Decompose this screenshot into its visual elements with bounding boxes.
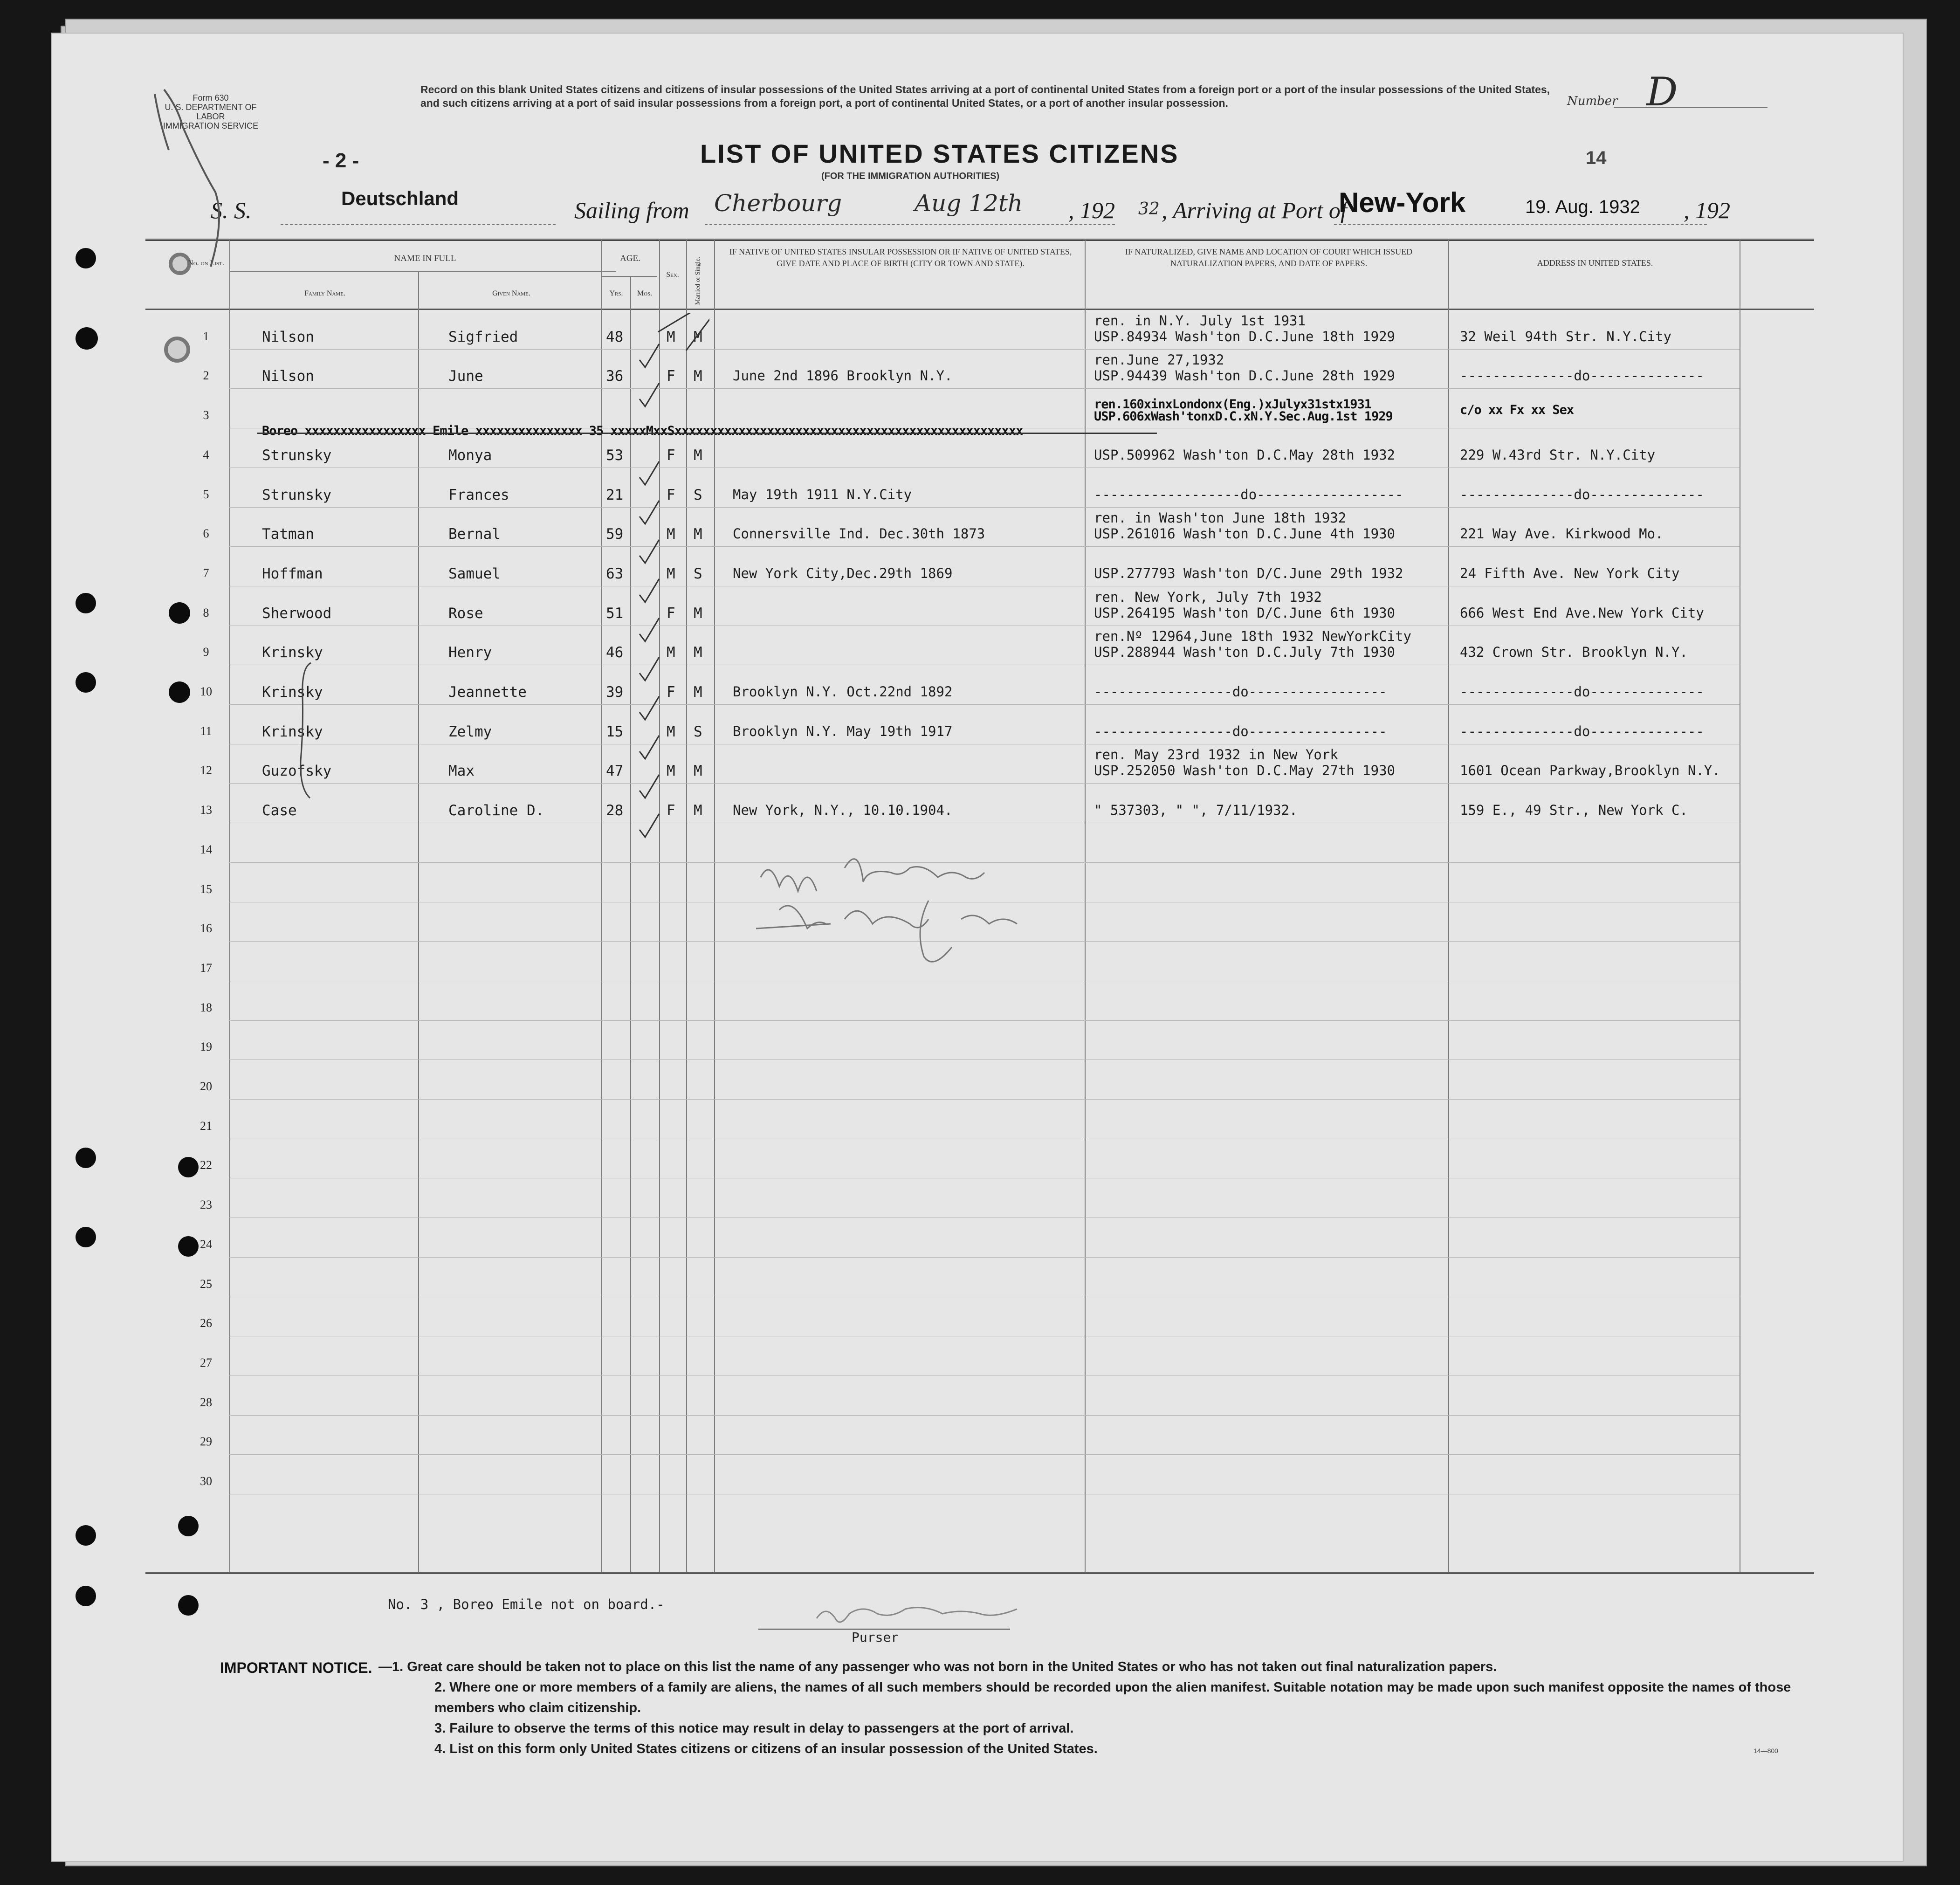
ss-label: S. S. (211, 197, 252, 223)
notice-item-2: 2. Where one or more members of a family are aliens, the names of all such members should be recorded upon the alien manifest. Suitable notation may be made upon such manifest opposite the names of those members who claim citizenship. (434, 1680, 1791, 1715)
age-years: 53 (606, 447, 624, 464)
family-bracket (297, 660, 316, 800)
naturalization-renewal-note: ren. New York, July 7th 1932 (1094, 589, 1322, 605)
row-rule (229, 349, 1740, 350)
row-rule (229, 1415, 1740, 1416)
marital-status: M (694, 684, 702, 701)
row-number: 15 (200, 882, 212, 896)
age-years: 28 (606, 802, 624, 819)
row-rule (229, 783, 1740, 784)
form-number: Form 630 (193, 93, 229, 103)
punch-hole-icon (76, 248, 96, 268)
notice-item-4: 4. List on this form only United States citizens or citizens of an insular possession of the United States. (434, 1741, 1098, 1756)
row-number: 26 (200, 1316, 212, 1330)
given-name: Jeannette (448, 684, 527, 701)
row-number: 19 (200, 1040, 212, 1054)
punch-hole-icon (76, 1586, 96, 1606)
naturalization-papers: USP.261016 Wash'ton D.C.June 4th 1930 (1094, 526, 1396, 542)
header-mos: Mos. (637, 289, 653, 297)
us-address: 159 E., 49 Str., New York C. (1460, 802, 1688, 819)
age-years: 39 (606, 684, 624, 701)
header-yrs: Yrs. (609, 289, 623, 297)
naturalization-papers: USP.288944 Wash'ton D.C.July 7th 1930 (1094, 644, 1396, 660)
check-marks (630, 313, 709, 910)
row-rule (229, 1059, 1740, 1060)
us-address: --------------do-------------- (1460, 723, 1704, 739)
col-divider (1448, 239, 1449, 1572)
given-name: Frances (448, 486, 509, 503)
naturalization-papers: USP.84934 Wash'ton D.C.June 18th 1929 (1094, 328, 1396, 344)
print-code: 14—800 (1754, 1747, 1778, 1754)
check-mark-icon (640, 540, 659, 563)
year-suffix: 32 (1138, 200, 1160, 219)
arrival-port: New-York (1339, 187, 1466, 218)
check-mark-icon (686, 313, 709, 351)
number-value: D (1646, 69, 1678, 115)
row-number: 11 (200, 724, 212, 738)
us-address: 229 W.43rd Str. N.Y.City (1460, 447, 1656, 463)
naturalization-papers: ------------------do------------------ (1094, 486, 1403, 502)
sailing-from: Cherbourg (714, 190, 842, 217)
age-years: 47 (606, 763, 624, 780)
row-number: 12 (200, 764, 212, 777)
naturalization-papers: USP.509962 Wash'ton D.C.May 28th 1932 (1094, 447, 1396, 463)
check-mark-icon (640, 383, 659, 406)
check-mark-icon (658, 313, 705, 332)
sex: F (667, 447, 675, 464)
form-instructions: Record on this blank United States citizens and citizens of insular possessions of the United States arriving at a port of continental United States from a foreign port or a port of the insular possessions of the United States, and such citizens arriving at a port of said insular possessions from a foreign port, a port of continental United States, or a port of another insular possession. (420, 83, 1550, 109)
row-number: 29 (200, 1435, 212, 1449)
row-number: 27 (200, 1355, 212, 1369)
row-rule (229, 546, 1740, 547)
sex: F (667, 486, 675, 503)
family-name: Sherwood (262, 605, 332, 622)
row-number: 21 (200, 1119, 212, 1133)
department-name: U. S. DEPARTMENT OF LABOR (165, 103, 257, 121)
marital-status: M (694, 763, 702, 780)
age-header-rule (601, 276, 657, 277)
header-sex: Sex. (666, 271, 679, 279)
given-name: Bernal (448, 526, 501, 543)
marital-status: M (694, 605, 702, 622)
row-number: 30 (200, 1474, 212, 1488)
sex: M (667, 763, 675, 780)
family-name: Nilson (262, 328, 314, 345)
given-name: Max (448, 763, 475, 780)
birth-place-date: Connersville Ind. Dec.30th 1873 (733, 526, 985, 542)
us-address: 432 Crown Str. Brooklyn N.Y. (1460, 644, 1688, 660)
given-name: Caroline D. (448, 802, 544, 819)
ring-hole-icon (164, 337, 190, 363)
bottom-note: No. 3 , Boreo Emile not on board.- (388, 1596, 665, 1612)
us-address: 221 Way Ave. Kirkwood Mo. (1460, 526, 1664, 542)
us-address: 1601 Ocean Parkway,Brooklyn N.Y. (1460, 763, 1720, 779)
family-name: Strunsky (262, 486, 332, 503)
naturalization-papers: USP.264195 Wash'ton D/C.June 6th 1930 (1094, 605, 1396, 621)
port-underline (1334, 224, 1707, 225)
purser-signature-icon (807, 1600, 1050, 1632)
us-address: --------------do-------------- (1460, 684, 1704, 700)
punch-hole-icon (169, 681, 190, 703)
col-divider (714, 239, 715, 1572)
arrival-date-stamp: 19. Aug. 1932 (1525, 197, 1640, 217)
row-number: 16 (200, 922, 212, 936)
punch-hole-icon (76, 327, 98, 350)
check-mark-icon (640, 461, 659, 485)
given-name: Monya (448, 447, 492, 464)
given-name: June (448, 368, 483, 385)
sex: M (667, 565, 675, 582)
row-number: 18 (200, 1000, 212, 1014)
marital-status: M (694, 802, 702, 819)
document-subtitle: (FOR THE IMMIGRATION AUTHORITIES) (821, 171, 1000, 181)
arriving-label: , Arriving at Port of (1162, 197, 1347, 223)
marital-status: S (694, 565, 702, 582)
signature-scribble-icon (751, 849, 1124, 1026)
sheet-number: 14 (1586, 148, 1607, 168)
check-mark-icon (640, 618, 659, 641)
punch-hole-icon (178, 1516, 199, 1536)
naturalization-papers: " 537303, " ", 7/11/1932. (1094, 802, 1298, 819)
ship-name: Deutschland (341, 187, 459, 209)
header-address: ADDRESS IN UNITED STATES. (1537, 258, 1653, 268)
marital-status: M (694, 447, 702, 464)
check-mark-icon (640, 579, 659, 602)
naturalization-renewal-note: ren. May 23rd 1932 in New York (1094, 747, 1338, 763)
age-years: 36 (606, 368, 624, 385)
sex: M (667, 328, 675, 345)
sailing-label: Sailing from (574, 197, 689, 223)
row-number: 24 (200, 1237, 212, 1251)
punch-hole-icon (76, 672, 96, 693)
sailing-underline (705, 224, 1115, 225)
family-name: Strunsky (262, 447, 332, 464)
notice-heading: IMPORTANT NOTICE. (220, 1659, 372, 1676)
marital-status: M (694, 526, 702, 543)
col-divider (418, 271, 419, 1572)
marital-status: S (694, 723, 702, 740)
margin-scribble-icon (145, 85, 267, 295)
birth-place-date: New York City,Dec.29th 1869 (733, 565, 953, 581)
age-years: 15 (606, 723, 624, 740)
notice-item-1: —1. Great care should be taken not to place on this list the name of any passenger who was not born in the United States or who has not taken out final naturalization papers. (378, 1659, 1497, 1674)
age-years: 63 (606, 565, 624, 582)
struck-address: c/o xx Fx xx Sex (1460, 403, 1574, 418)
row-number: 7 (203, 566, 209, 580)
row-number: 10 (200, 685, 212, 698)
sex: M (667, 526, 675, 543)
year-prefix: , 192 (1068, 197, 1115, 223)
age-years: 46 (606, 644, 624, 661)
naturalization-renewal-note: ren.Nº 12964,June 18th 1932 NewYorkCity (1094, 628, 1411, 645)
age-years: 59 (606, 526, 624, 543)
punch-hole-icon (76, 1148, 96, 1168)
row-number: 6 (203, 527, 209, 541)
header-name-in-full: NAME IN FULL (394, 254, 456, 263)
family-name: Krinsky (262, 644, 323, 661)
row-number: 1 (203, 329, 209, 343)
table-top-rule (145, 239, 1814, 241)
sex: F (667, 368, 675, 385)
family-name: Guzofsky (262, 763, 332, 780)
given-name: Samuel (448, 565, 501, 582)
birth-place-date: Brooklyn N.Y. Oct.22nd 1892 (733, 684, 953, 700)
header-no: No. on List. (188, 259, 224, 267)
naturalization-papers: USP.277793 Wash'ton D/C.June 29th 1932 (1094, 565, 1403, 581)
birth-place-date: June 2nd 1896 Brooklyn N.Y. (733, 368, 953, 384)
row-number: 25 (200, 1277, 212, 1291)
row-number: 4 (203, 447, 209, 461)
row-rule (229, 1454, 1740, 1455)
notice-item-3: 3. Failure to observe the terms of this notice may result in delay to passengers at the port of arrival. (434, 1721, 1074, 1736)
age-years: 48 (606, 328, 624, 345)
row-number: 3 (203, 408, 209, 422)
sex: M (667, 723, 675, 740)
check-mark-icon (640, 501, 659, 524)
row-rule (229, 507, 1740, 508)
age-years: 51 (606, 605, 624, 622)
naturalization-papers: USP.94439 Wash'ton D.C.June 28th 1929 (1094, 368, 1396, 384)
us-address: 24 Fifth Ave. New York City (1460, 565, 1680, 581)
birth-place-date: Brooklyn N.Y. May 19th 1917 (733, 723, 953, 739)
family-name: Tatman (262, 526, 314, 543)
row-rule (229, 1099, 1740, 1100)
row-number: 8 (203, 605, 209, 619)
marital-status: M (694, 328, 702, 345)
us-address: 666 West End Ave.New York City (1460, 605, 1704, 621)
family-name: Nilson (262, 368, 314, 385)
ship-underline (281, 224, 556, 225)
sex: M (667, 644, 675, 661)
manifest-page (51, 33, 1904, 1862)
page-mark: - 2 - (323, 149, 359, 172)
punch-hole-icon (76, 593, 96, 613)
row-number: 20 (200, 1080, 212, 1093)
col-divider (601, 239, 602, 1572)
row-number: 9 (203, 645, 209, 659)
punch-hole-icon (169, 602, 190, 624)
struck-naturalization: ren.160xinxLondonx(Eng.)xJulyx31stx1931 (1094, 397, 1371, 412)
naturalization-papers: USP.252050 Wash'ton D.C.May 27th 1930 (1094, 763, 1396, 779)
document-title: LIST OF UNITED STATES CITIZENS (700, 139, 1179, 168)
naturalization-renewal-note: ren. in N.Y. July 1st 1931 (1094, 312, 1306, 329)
header-family-name: Family Name. (304, 289, 345, 297)
us-address: 32 Weil 94th Str. N.Y.City (1460, 328, 1671, 344)
purser-label: Purser (852, 1630, 899, 1645)
naturalization-renewal-note: ren.June 27,1932 (1094, 352, 1224, 368)
punch-hole-icon (178, 1595, 199, 1616)
sailing-date: Aug 12th (915, 190, 1023, 217)
struck-out-entry: Boreo xxxxxxxxxxxxxxxxx Emile xxxxxxxxxxxxxxx 35 xxxxxMxxSxxxxxxxxxxxxxxxxxxxxxxxxxxxxxxxxxxxxxxxxxxxxxxxxx (262, 424, 1023, 438)
row-rule (229, 704, 1740, 705)
given-name: Henry (448, 644, 492, 661)
given-name: Rose (448, 605, 483, 622)
header-birth: IF NATIVE OF UNITED STATES INSULAR POSSESSION OR IF NATIVE OF UNITED STATES, GIVE DATE AND PLACE OF BIRTH (CITY OR TOWN AND STATE). (729, 247, 1072, 268)
punch-hole-icon (76, 1227, 96, 1247)
check-mark-icon (640, 657, 659, 681)
check-mark-icon (640, 814, 659, 837)
row-number: 5 (203, 487, 209, 501)
row-number: 23 (200, 1198, 212, 1212)
marital-status: M (694, 368, 702, 385)
row-number: 28 (200, 1395, 212, 1409)
col-divider (229, 239, 230, 1572)
trailing-year: , 192 (1684, 197, 1730, 223)
row-number: 2 (203, 369, 209, 383)
sex: F (667, 605, 675, 622)
header-age: AGE. (620, 254, 640, 263)
service-name: IMMIGRATION SERVICE (163, 121, 259, 131)
birth-place-date: May 19th 1911 N.Y.City (733, 486, 912, 502)
punch-hole-icon (76, 1525, 96, 1546)
given-name: Sigfried (448, 328, 518, 345)
header-given-name: Given Name. (492, 289, 530, 297)
naturalization-papers: -----------------do----------------- (1094, 684, 1387, 700)
row-number: 17 (200, 961, 212, 975)
naturalization-renewal-note: ren. in Wash'ton June 18th 1932 (1094, 510, 1347, 526)
family-name: Hoffman (262, 565, 323, 582)
row-rule (229, 388, 1740, 389)
naturalization-papers: -----------------do----------------- (1094, 723, 1387, 739)
given-name: Zelmy (448, 723, 492, 740)
check-mark-icon (640, 775, 659, 798)
row-number: 13 (200, 803, 212, 817)
us-address: --------------do-------------- (1460, 368, 1704, 384)
number-underline (1614, 107, 1767, 108)
row-number: 22 (200, 1158, 212, 1172)
family-name: Krinsky (262, 723, 323, 740)
family-name: Krinsky (262, 684, 323, 701)
struck-naturalization: USP.606xWash'tonxD.C.xN.Y.Sec.Aug.1st 1929 (1094, 409, 1393, 424)
check-mark-icon (640, 736, 659, 759)
sex: F (667, 802, 675, 819)
row-number: 14 (200, 842, 212, 856)
age-years: 21 (606, 486, 624, 503)
sex: F (667, 684, 675, 701)
header-naturalized: IF NATURALIZED, GIVE NAME AND LOCATION OF COURT WHICH ISSUED NATURALIZATION PAPERS, AND DATE OF PAPERS. (1125, 247, 1413, 268)
family-name: Case (262, 802, 297, 819)
header-married-single: Married or Single. (695, 256, 701, 305)
birth-place-date: New York, N.Y., 10.10.1904. (733, 802, 953, 819)
row-rule (229, 1257, 1740, 1258)
marital-status: S (694, 486, 702, 503)
name-header-rule (229, 271, 616, 272)
number-label: Number (1567, 94, 1618, 108)
check-mark-icon (640, 344, 659, 367)
us-address: --------------do-------------- (1460, 486, 1704, 502)
marital-status: M (694, 644, 702, 661)
check-mark-icon (640, 696, 659, 720)
header-bottom-rule (145, 309, 1814, 310)
table-bottom-rule (145, 1572, 1814, 1574)
